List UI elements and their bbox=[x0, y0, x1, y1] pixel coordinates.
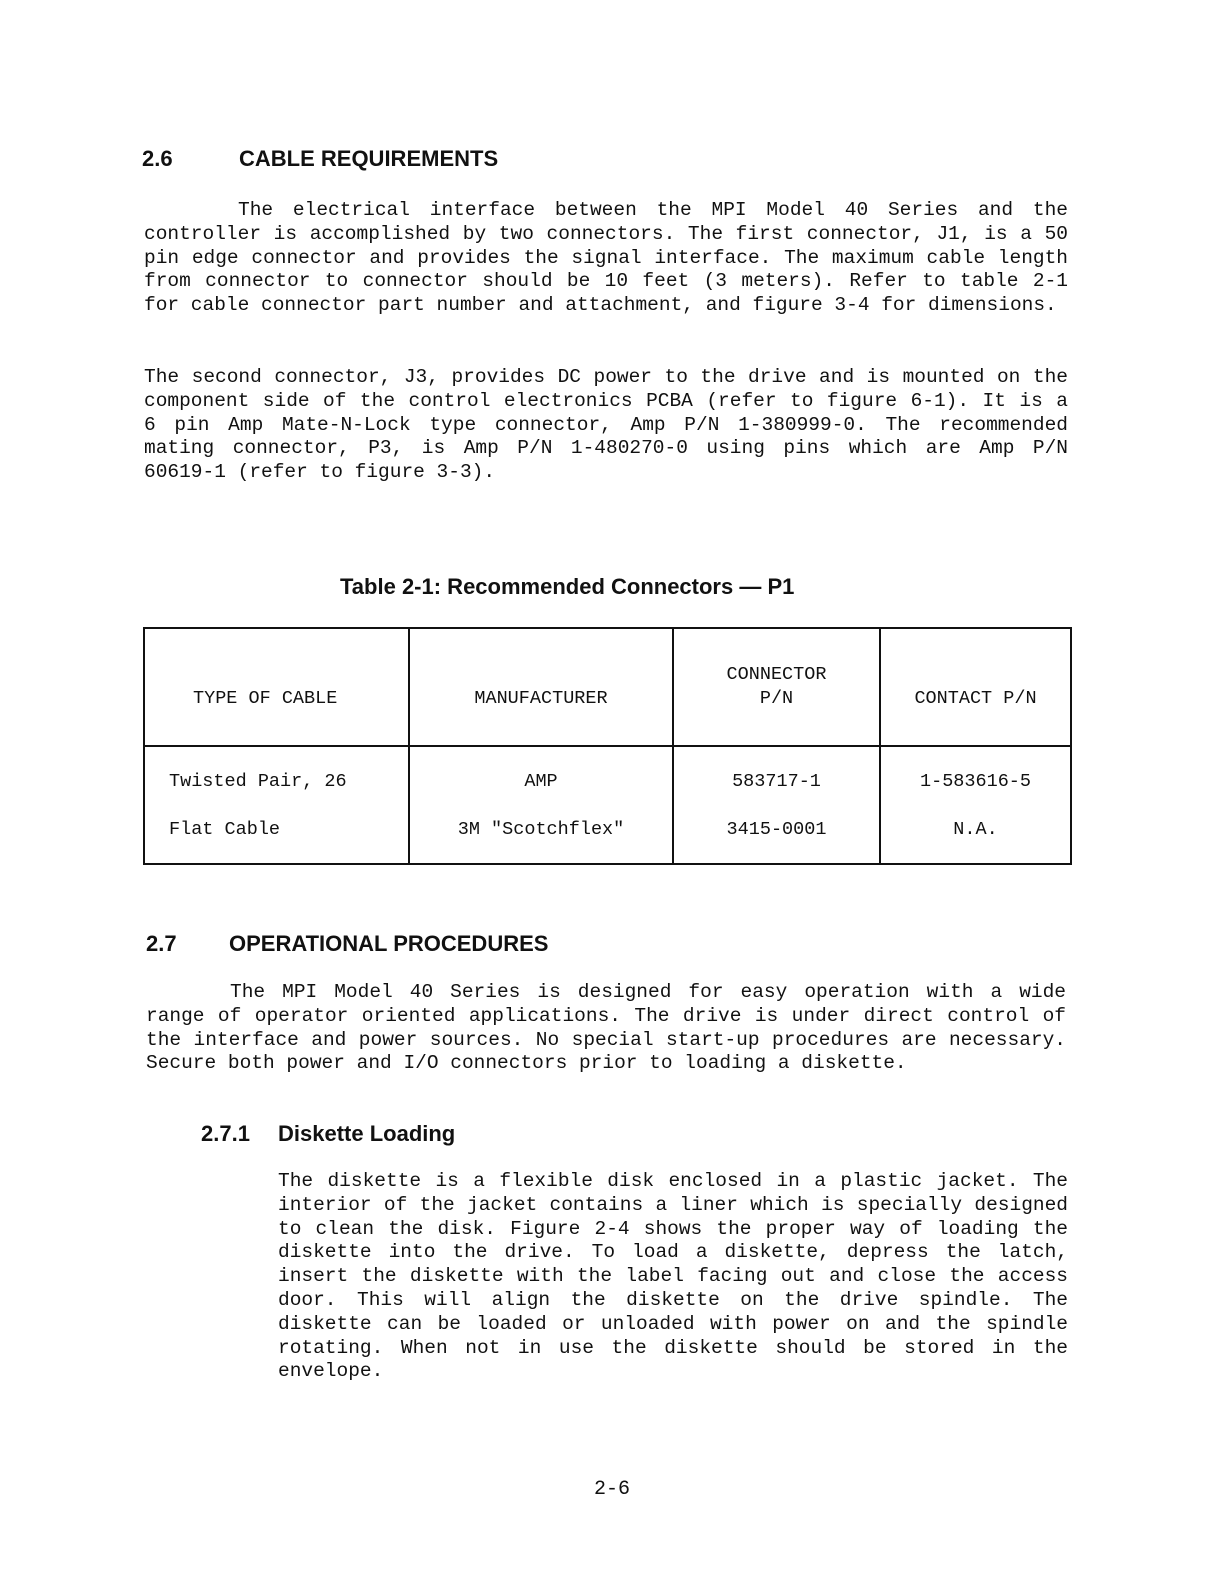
cell-manufacturer: 3M "Scotchflex" bbox=[409, 805, 673, 864]
section-title: OPERATIONAL PROCEDURES bbox=[229, 931, 549, 956]
section-title: CABLE REQUIREMENTS bbox=[239, 146, 499, 171]
header-connector-line2: P/N bbox=[759, 688, 794, 709]
section-number: 2.7 bbox=[146, 931, 177, 956]
table-row bbox=[144, 746, 1071, 805]
cell-connector: 583717-1 bbox=[673, 746, 880, 805]
header-connector-pn bbox=[673, 628, 880, 746]
header-contact-pn: CONTACT P/N bbox=[880, 628, 1071, 746]
table-row bbox=[144, 805, 1071, 864]
header-type-of-cable: TYPE OF CABLE bbox=[144, 628, 409, 746]
cable-requirements-paragraph-2: The second connector, J3, provides DC power to the drive and is mounted on the component side of the control electronics PCBA (refer to figure 6-1). It is a 6 pin Amp Mate-N-Lock type connector, Amp P/N 1-380999-0. The recommended mating connector, P3, is Amp P/N 1-480270-0 using pins which are Amp P/N 60619-1 (refer to figure 3-3). bbox=[144, 366, 1068, 484]
section-number: 2.7.1 bbox=[201, 1121, 250, 1146]
table-caption: Table 2-1: Recommended Connectors — P1 bbox=[340, 574, 795, 599]
recommended-connectors-table bbox=[143, 627, 1072, 865]
operational-procedures-paragraph: The MPI Model 40 Series is designed for easy operation with a wide range of operator oriented applications. The drive is under direct control of the interface and power sources. No special start-up procedures are necessary. Secure both power and I/O connectors prior to loading a diskette. bbox=[146, 981, 1066, 1075]
table-header-row bbox=[144, 628, 1071, 746]
cell-contact: N.A. bbox=[880, 805, 1071, 864]
cell-connector: 3415-0001 bbox=[673, 805, 880, 864]
section-heading-2-7 bbox=[146, 931, 548, 957]
section-title: Diskette Loading bbox=[278, 1121, 456, 1146]
cable-requirements-paragraph-1: The electrical interface between the MPI Model 40 Series and the controller is accomplished by two connectors. The first connector, J1, is a 50 pin edge connector and provides the signal interface. The maximum cable length from connector to connector should be 10 feet (3 meters). Refer to table 2-1 for cable connector part number and attachment, and figure 3-4 for dimensions. bbox=[144, 199, 1068, 317]
page-number: 2-6 bbox=[593, 1478, 630, 1501]
section-number: 2.6 bbox=[142, 146, 173, 171]
cell-type: Flat Cable bbox=[144, 805, 409, 864]
section-heading-2-7-1 bbox=[201, 1121, 455, 1147]
diskette-loading-paragraph: The diskette is a flexible disk enclosed in a plastic jacket. The interior of the jacket contains a liner which is specially designed to clean the disk. Figure 2-4 shows the proper way of loading the diskette into the drive. To load a diskette, depress the latch, insert the diskette with the label facing out and close the access door. This will align the diskette on the drive spindle. The diskette can be loaded or unloaded with power on and the spindle rotating. When not in use the diskette should be stored in the envelope. bbox=[278, 1170, 1068, 1383]
cell-type: Twisted Pair, 26 bbox=[144, 746, 409, 805]
cell-contact: 1-583616-5 bbox=[880, 746, 1071, 805]
cell-manufacturer: AMP bbox=[409, 746, 673, 805]
header-manufacturer: MANUFACTURER bbox=[409, 628, 673, 746]
section-heading-2-6 bbox=[142, 146, 498, 172]
header-connector-line1: CONNECTOR bbox=[726, 664, 827, 685]
